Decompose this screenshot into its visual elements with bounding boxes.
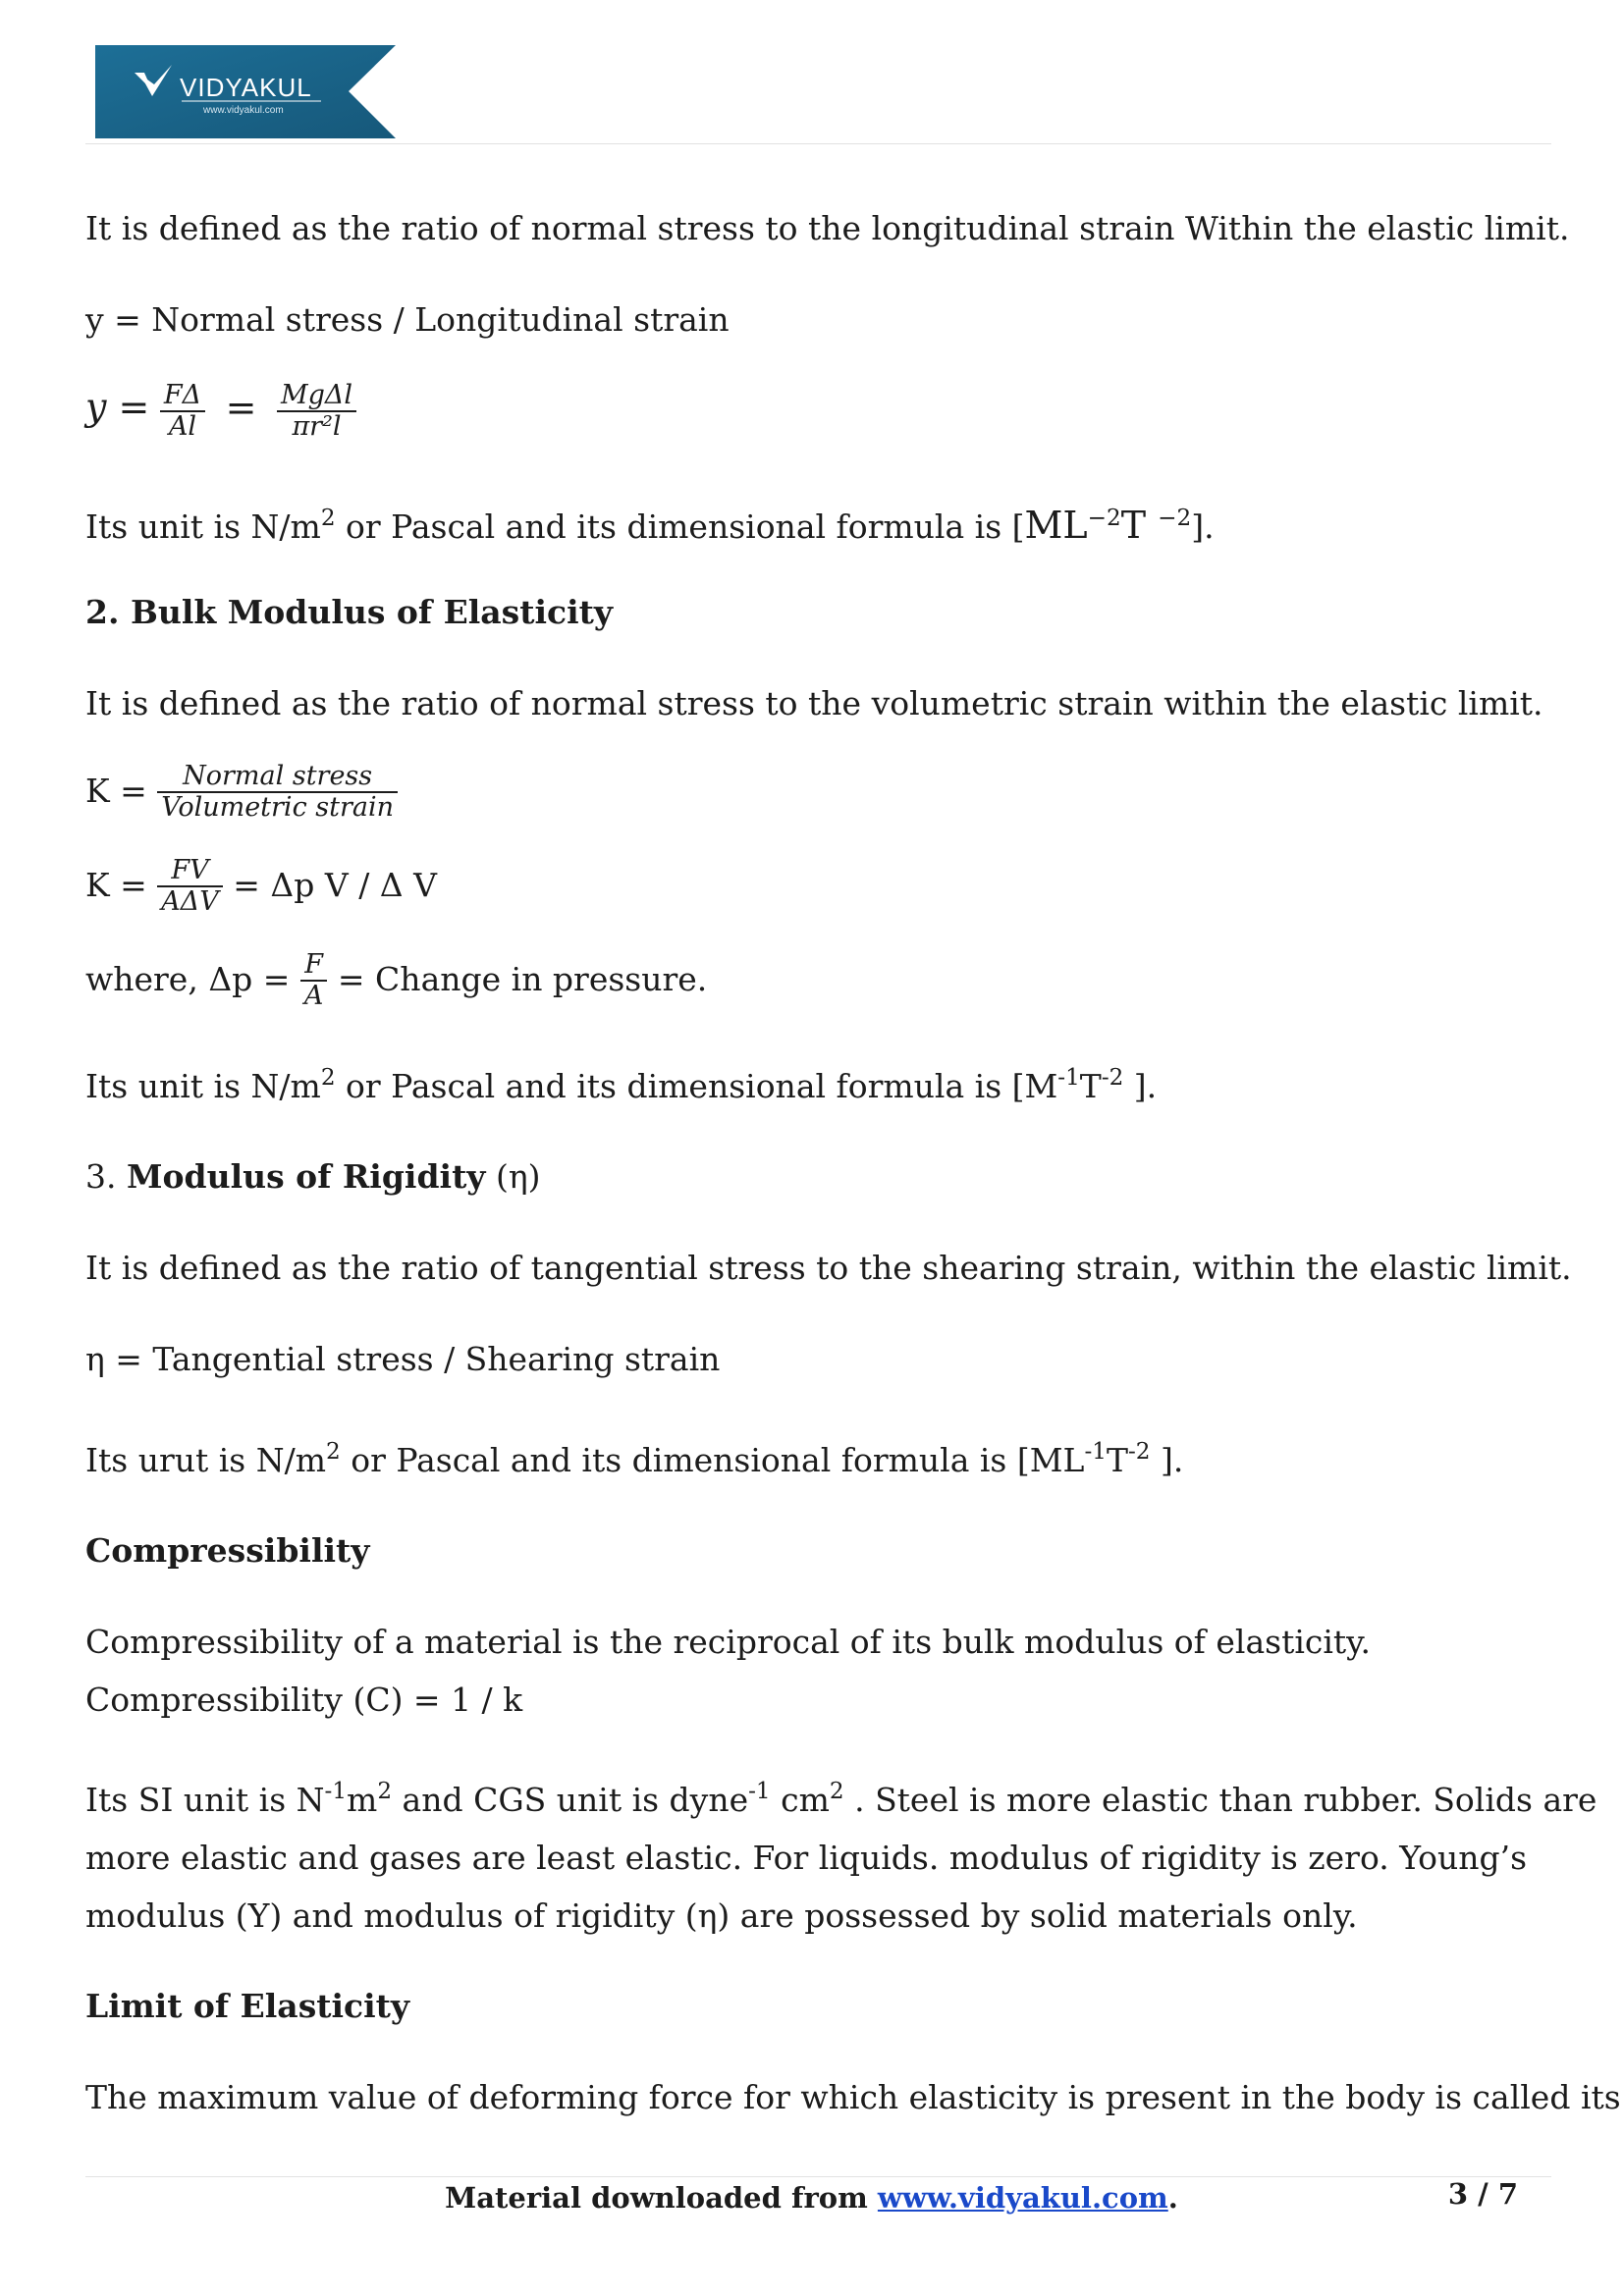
- section-heading: Limit of Elasticity: [85, 1987, 410, 2025]
- text: (η): [485, 1157, 541, 1196]
- fraction-denominator: πr²l: [292, 410, 342, 442]
- paragraph: The maximum value of deforming force for which elasticity is present in the body is called its: [85, 2078, 1621, 2116]
- superscript: -1: [1057, 1064, 1080, 1091]
- text: ].: [1150, 1441, 1184, 1479]
- paragraph: It is defined as the ratio of normal stress to the longitudinal strain Within the elastic limit.: [85, 209, 1570, 247]
- fraction: [160, 381, 205, 441]
- paragraph: y = Normal stress / Longitudinal strain: [85, 300, 730, 339]
- text: cm: [770, 1781, 830, 1819]
- text: Modulus of Rigidity: [126, 1157, 486, 1196]
- fraction-numerator: FV: [157, 856, 223, 887]
- paragraph: [85, 1066, 1157, 1108]
- paragraph: [85, 1780, 1596, 1822]
- young-formula: [85, 381, 356, 441]
- header-divider: [85, 143, 1551, 144]
- text: where, Δp =: [85, 960, 291, 999]
- superscript: -2: [1127, 1438, 1151, 1465]
- text: Its unit is N/m: [85, 1067, 321, 1105]
- paragraph: [85, 1440, 1183, 1482]
- fraction-denominator: AΔV: [161, 885, 219, 917]
- paragraph: η = Tangential stress / Shearing strain: [85, 1340, 721, 1378]
- paragraph: more elastic and gases are least elastic. For liquids. modulus of rigidity is zero. Young’s: [85, 1839, 1528, 1877]
- paragraph: Compressibility of a material is the reciprocal of its bulk modulus of elasticity.: [85, 1623, 1371, 1661]
- formula-lhs: y =: [85, 385, 150, 429]
- logo-url: www.vidyakul.com: [203, 105, 284, 116]
- section-heading: Compressibility: [85, 1531, 370, 1570]
- fraction: [277, 381, 356, 441]
- formula-rhs: = Δp V / Δ V: [233, 866, 437, 905]
- paragraph: Compressibility (C) = 1 / k: [85, 1681, 523, 1719]
- superscript: -1: [324, 1778, 348, 1804]
- fraction-denominator: Volumetric strain: [161, 791, 395, 823]
- equals-sign: =: [225, 385, 257, 429]
- fraction-denominator: Al: [168, 410, 197, 442]
- superscript: -1: [748, 1778, 771, 1804]
- superscript: -2: [1101, 1064, 1124, 1091]
- formula-lhs: K =: [85, 866, 147, 905]
- paragraph: [85, 502, 1215, 550]
- bulk-formula-2: [85, 856, 437, 916]
- superscript: 2: [320, 1064, 336, 1091]
- superscript: 2: [326, 1438, 341, 1465]
- fraction-numerator: F: [300, 950, 328, 982]
- text: T: [1120, 504, 1159, 547]
- footer-divider: [85, 2176, 1551, 2177]
- superscript: 2: [377, 1778, 393, 1804]
- text: and CGS unit is dyne: [392, 1781, 749, 1819]
- text: ML: [1024, 504, 1088, 547]
- fraction-denominator: A: [303, 980, 324, 1011]
- fraction: [157, 856, 223, 916]
- superscript: 2: [320, 505, 336, 531]
- text: 3.: [85, 1157, 127, 1196]
- superscript: −2: [1158, 505, 1192, 531]
- text: or Pascal and its dimensional formula is [ML: [340, 1441, 1085, 1479]
- text: or Pascal and its dimensional formula is [: [335, 507, 1025, 546]
- text: = Change in pressure.: [337, 960, 708, 999]
- fraction-numerator: FΔ: [160, 381, 205, 412]
- text: . Steel is more elastic than rubber. Solids are: [843, 1781, 1597, 1819]
- fraction-numerator: MgΔl: [277, 381, 356, 412]
- paragraph: It is defined as the ratio of normal stress to the volumetric strain within the elastic limit.: [85, 684, 1543, 722]
- paragraph: modulus (Y) and modulus of rigidity (η) are possessed by solid materials only.: [85, 1896, 1358, 1935]
- text: T: [1106, 1441, 1128, 1479]
- fraction-numerator: Normal stress: [157, 762, 398, 793]
- formula-lhs: K =: [85, 772, 147, 811]
- fraction: [300, 950, 328, 1010]
- superscript: −2: [1087, 505, 1121, 531]
- text: T: [1079, 1067, 1102, 1105]
- text: Its unit is N/m: [85, 507, 321, 546]
- bulk-formula-1: [85, 762, 398, 822]
- footer-end: .: [1167, 2181, 1178, 2215]
- fraction: [157, 762, 398, 822]
- superscript: 2: [829, 1778, 844, 1804]
- section-heading: 2. Bulk Modulus of Elasticity: [85, 593, 614, 631]
- section-heading: [85, 1156, 541, 1199]
- text: ].: [1191, 507, 1215, 546]
- paragraph: It is defined as the ratio of tangential stress to the shearing strain, within the elastic limit.: [85, 1249, 1572, 1287]
- footer-link[interactable]: www.vidyakul.com: [877, 2181, 1168, 2215]
- text: Its urut is N/m: [85, 1441, 327, 1479]
- logo-text: VIDYAKUL: [180, 73, 312, 102]
- text: or Pascal and its dimensional formula is [M: [335, 1067, 1058, 1105]
- text: Its SI unit is N: [85, 1781, 325, 1819]
- vidyakul-logo[interactable]: [95, 45, 396, 138]
- footer: [0, 2181, 1623, 2215]
- text: ].: [1123, 1067, 1158, 1105]
- text: m: [347, 1781, 378, 1819]
- footer-text: Material downloaded from: [445, 2181, 878, 2215]
- superscript: -1: [1084, 1438, 1107, 1465]
- where-line: [85, 950, 707, 1010]
- page-number: 3 / 7: [1447, 2177, 1518, 2211]
